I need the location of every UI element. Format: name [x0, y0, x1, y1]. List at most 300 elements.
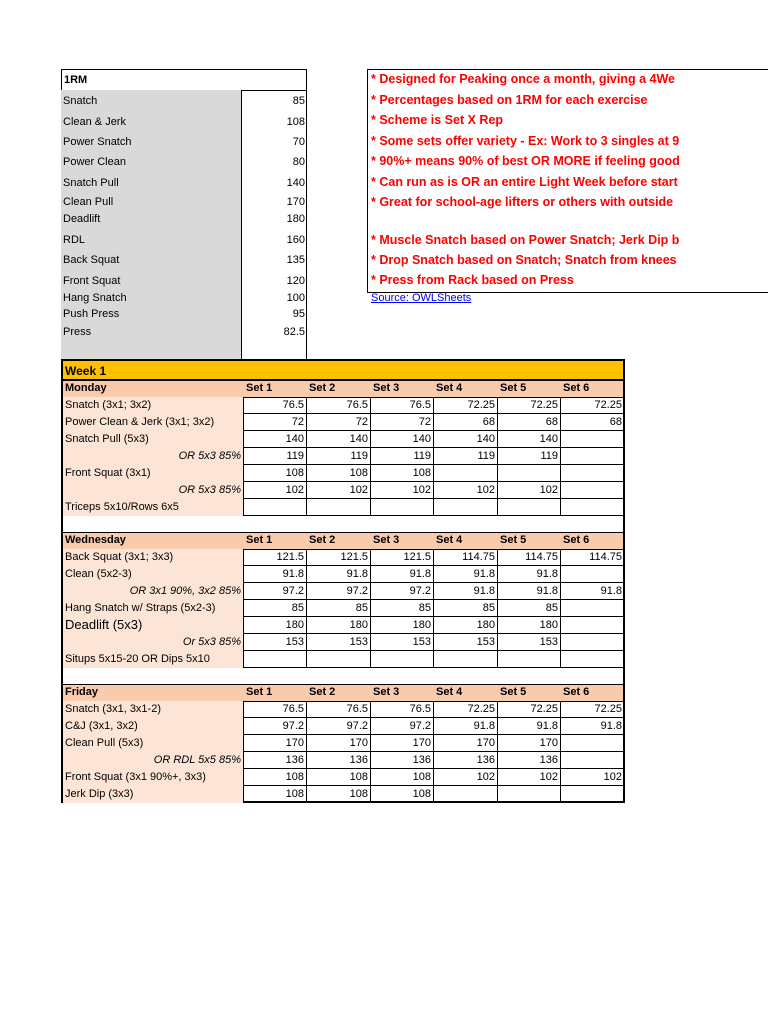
- set-cell[interactable]: [243, 583, 307, 600]
- set-value: 72.25: [467, 703, 495, 715]
- set-cell[interactable]: [307, 465, 371, 482]
- set-cell[interactable]: [243, 482, 307, 499]
- set-value: 170: [412, 737, 431, 749]
- set-cell[interactable]: [434, 465, 498, 482]
- table-row: [63, 617, 623, 634]
- set-value: 140: [349, 433, 368, 445]
- set-value: 102: [349, 484, 368, 496]
- set-cell[interactable]: [243, 414, 307, 431]
- exercise-name: OR 3x1 90%, 3x2 85%: [129, 585, 241, 597]
- set-value: 153: [539, 636, 558, 648]
- note-line: * Designed for Peaking once a month, giving a 4We: [371, 72, 675, 86]
- set-value: 76.5: [409, 399, 431, 411]
- set-value: 119: [540, 450, 558, 462]
- set-value: 91.8: [346, 568, 368, 580]
- set-cell[interactable]: [434, 583, 498, 600]
- set-cell[interactable]: [497, 482, 561, 499]
- set-value: 108: [412, 771, 431, 783]
- set-cell[interactable]: [243, 465, 307, 482]
- set-cell[interactable]: [307, 769, 371, 786]
- set-cell[interactable]: [434, 414, 498, 431]
- set-value: 85: [418, 602, 431, 614]
- set-value: 180: [539, 619, 558, 631]
- set-cell[interactable]: [497, 718, 561, 735]
- set-cell[interactable]: [497, 617, 561, 634]
- set-cell[interactable]: [561, 735, 625, 752]
- set-cell[interactable]: [370, 431, 434, 448]
- table-row: [63, 499, 623, 516]
- one-rm-label: Push Press: [63, 308, 120, 320]
- exercise-name: Snatch Pull (5x3): [65, 433, 149, 445]
- set-value: 97.2: [282, 720, 304, 732]
- set-cell[interactable]: [434, 448, 498, 465]
- table-row: [63, 769, 623, 786]
- set-cell[interactable]: [561, 566, 625, 583]
- set-value: 140: [539, 433, 558, 445]
- set-value: 108: [412, 467, 431, 479]
- set-cell[interactable]: [561, 651, 625, 668]
- set-cell[interactable]: [243, 397, 307, 414]
- table-row: [63, 600, 623, 617]
- set-value: 76.5: [282, 703, 304, 715]
- set-cell[interactable]: [243, 566, 307, 583]
- set-value: 136: [349, 754, 368, 766]
- day-name: Friday: [65, 686, 99, 698]
- note-line: * Can run as is OR an entire Light Week before start: [371, 175, 678, 189]
- one-rm-label: Snatch Pull: [63, 177, 119, 189]
- set-value: 68: [609, 416, 622, 428]
- set-value: 180: [412, 619, 431, 631]
- one-rm-row: [61, 195, 307, 211]
- set-cell[interactable]: [370, 735, 434, 752]
- set-value: 76.5: [409, 703, 431, 715]
- set-cell[interactable]: [434, 786, 498, 803]
- set-cell[interactable]: [561, 718, 625, 735]
- set-value: 91.8: [536, 585, 558, 597]
- set-value: 72: [418, 416, 431, 428]
- set-cell[interactable]: [561, 634, 625, 651]
- set-value: 140: [476, 433, 495, 445]
- set-value: 136: [476, 754, 495, 766]
- set-value: 102: [603, 771, 622, 783]
- set-cell[interactable]: [497, 566, 561, 583]
- set-cell[interactable]: [307, 735, 371, 752]
- set-cell[interactable]: [561, 448, 625, 465]
- set-value: 114.75: [462, 551, 495, 563]
- set-header: Set 5: [500, 686, 527, 698]
- one-rm-row: [61, 274, 307, 290]
- set-value: 97.2: [346, 720, 368, 732]
- exercise-name: Or 5x3 85%: [182, 636, 241, 648]
- set-value: 153: [412, 636, 431, 648]
- set-value: 72.25: [467, 399, 495, 411]
- set-value: 76.5: [282, 399, 304, 411]
- set-cell[interactable]: [243, 752, 307, 769]
- set-cell[interactable]: [307, 752, 371, 769]
- set-value: 121.5: [276, 551, 304, 563]
- set-cell[interactable]: [561, 786, 625, 803]
- set-value: 114.75: [525, 551, 558, 563]
- set-cell[interactable]: [497, 735, 561, 752]
- set-cell[interactable]: [370, 397, 434, 414]
- one-rm-value: 108: [286, 116, 305, 128]
- set-header: Set 4: [436, 686, 463, 698]
- exercise-name: Back Squat (3x1; 3x3): [65, 551, 174, 563]
- set-value: 72.25: [594, 399, 622, 411]
- set-cell[interactable]: [370, 786, 434, 803]
- set-value: 140: [285, 433, 304, 445]
- set-header: Set 4: [436, 534, 463, 546]
- set-cell[interactable]: [497, 431, 561, 448]
- set-value: 91.8: [600, 585, 622, 597]
- table-row: [63, 566, 623, 583]
- one-rm-label: Clean Pull: [63, 196, 114, 208]
- set-value: 136: [539, 754, 558, 766]
- set-cell[interactable]: [370, 701, 434, 718]
- one-rm-label: Front Squat: [63, 275, 121, 287]
- set-value: 72.25: [594, 703, 622, 715]
- set-value: 170: [349, 737, 368, 749]
- note-line: * Some sets offer variety - Ex: Work to 3 singles at 9: [371, 134, 680, 148]
- table-row: [63, 431, 623, 448]
- week-table: [61, 359, 625, 803]
- set-cell[interactable]: [370, 566, 434, 583]
- set-cell[interactable]: [497, 752, 561, 769]
- one-rm-label: Hang Snatch: [63, 292, 127, 304]
- set-cell[interactable]: [243, 448, 307, 465]
- set-value: 85: [291, 602, 304, 614]
- set-cell[interactable]: [434, 600, 498, 617]
- day-header: [63, 532, 623, 550]
- spacer-row: [63, 516, 623, 533]
- set-cell[interactable]: [497, 549, 561, 566]
- one-rm-row: [61, 212, 307, 228]
- one-rm-value: 85: [292, 95, 305, 107]
- set-value: 97.2: [409, 585, 431, 597]
- one-rm-value: 80: [292, 156, 305, 168]
- set-value: 153: [349, 636, 368, 648]
- set-cell[interactable]: [370, 651, 434, 668]
- note-line: * Muscle Snatch based on Power Snatch; Jerk Dip b: [371, 233, 680, 247]
- set-cell[interactable]: [307, 583, 371, 600]
- set-cell[interactable]: [434, 752, 498, 769]
- set-cell[interactable]: [307, 617, 371, 634]
- one-rm-value: 180: [286, 213, 305, 225]
- table-row: [63, 414, 623, 431]
- set-cell[interactable]: [561, 397, 625, 414]
- set-cell[interactable]: [307, 414, 371, 431]
- table-row: [63, 786, 623, 803]
- set-cell[interactable]: [561, 465, 625, 482]
- set-cell[interactable]: [497, 448, 561, 465]
- set-cell[interactable]: [434, 769, 498, 786]
- one-rm-label: RDL: [63, 234, 86, 246]
- set-cell[interactable]: [370, 600, 434, 617]
- set-cell[interactable]: [307, 397, 371, 414]
- set-cell[interactable]: [434, 634, 498, 651]
- one-rm-header: [61, 69, 307, 91]
- one-rm-header-label: 1RM: [64, 74, 88, 86]
- set-value: 140: [412, 433, 431, 445]
- set-cell[interactable]: [434, 499, 498, 516]
- set-cell[interactable]: [561, 499, 625, 516]
- set-cell[interactable]: [243, 549, 307, 566]
- set-cell[interactable]: [434, 718, 498, 735]
- table-row: [63, 583, 623, 600]
- set-cell[interactable]: [243, 769, 307, 786]
- set-cell[interactable]: [370, 465, 434, 482]
- set-cell[interactable]: [561, 431, 625, 448]
- set-value: 108: [349, 467, 368, 479]
- set-cell[interactable]: [370, 634, 434, 651]
- set-header: Set 2: [309, 382, 336, 394]
- table-row: [63, 482, 623, 499]
- set-header: Set 6: [563, 686, 590, 698]
- one-rm-row: [61, 253, 307, 269]
- set-header: Set 1: [246, 382, 273, 394]
- set-value: 119: [413, 450, 431, 462]
- set-value: 108: [285, 771, 304, 783]
- day-header: [63, 684, 623, 702]
- exercise-name: Snatch (3x1; 3x2): [65, 399, 152, 411]
- set-value: 108: [285, 467, 304, 479]
- set-cell[interactable]: [243, 499, 307, 516]
- set-cell[interactable]: [370, 718, 434, 735]
- one-rm-value: 100: [286, 292, 305, 304]
- one-rm-value: 70: [292, 136, 305, 148]
- one-rm-row: [61, 233, 307, 249]
- set-cell[interactable]: [243, 634, 307, 651]
- set-cell[interactable]: [243, 718, 307, 735]
- set-cell[interactable]: [307, 786, 371, 803]
- set-value: 102: [476, 771, 495, 783]
- set-value: 180: [349, 619, 368, 631]
- table-row: [63, 465, 623, 482]
- set-cell[interactable]: [434, 566, 498, 583]
- set-cell[interactable]: [497, 600, 561, 617]
- set-cell[interactable]: [497, 769, 561, 786]
- table-row: [63, 549, 623, 566]
- exercise-name: Clean Pull (5x3): [65, 737, 144, 749]
- set-cell[interactable]: [370, 448, 434, 465]
- set-value: 102: [285, 484, 304, 496]
- set-value: 91.8: [600, 720, 622, 732]
- note-line: * Great for school-age lifters or others with outside: [371, 195, 674, 209]
- set-value: 102: [539, 484, 558, 496]
- set-value: 136: [412, 754, 431, 766]
- set-cell[interactable]: [434, 431, 498, 448]
- set-cell[interactable]: [561, 583, 625, 600]
- set-cell[interactable]: [497, 651, 561, 668]
- exercise-name: Hang Snatch w/ Straps (5x2-3): [65, 602, 216, 614]
- set-cell[interactable]: [307, 566, 371, 583]
- one-rm-value: 82.5: [283, 326, 305, 338]
- set-cell[interactable]: [243, 735, 307, 752]
- notes-box: [367, 69, 768, 293]
- one-rm-row: [61, 94, 307, 110]
- set-cell[interactable]: [497, 397, 561, 414]
- set-cell[interactable]: [561, 769, 625, 786]
- set-cell[interactable]: [243, 701, 307, 718]
- set-cell[interactable]: [370, 617, 434, 634]
- set-cell[interactable]: [307, 600, 371, 617]
- one-rm-row: [61, 307, 307, 323]
- set-cell[interactable]: [561, 414, 625, 431]
- set-value: 76.5: [346, 703, 368, 715]
- week-title: Week 1: [65, 364, 107, 378]
- set-value: 136: [285, 754, 304, 766]
- table-row: [63, 735, 623, 752]
- exercise-name: OR RDL 5x5 85%: [153, 754, 241, 766]
- set-cell[interactable]: [307, 549, 371, 566]
- one-rm-label: Clean & Jerk: [63, 116, 126, 128]
- one-rm-value: 120: [286, 275, 305, 287]
- exercise-name: OR 5x3 85%: [178, 484, 241, 496]
- set-cell[interactable]: [307, 482, 371, 499]
- set-value: 170: [476, 737, 495, 749]
- one-rm-value: 160: [286, 234, 305, 246]
- set-cell[interactable]: [434, 651, 498, 668]
- table-row: [63, 718, 623, 735]
- exercise-name: Snatch (3x1, 3x1-2): [65, 703, 161, 715]
- set-header: Set 3: [373, 686, 400, 698]
- one-rm-row: [61, 325, 307, 341]
- set-value: 76.5: [346, 399, 368, 411]
- set-cell[interactable]: [497, 499, 561, 516]
- set-value: 85: [482, 602, 495, 614]
- set-cell[interactable]: [307, 499, 371, 516]
- one-rm-label: Snatch: [63, 95, 98, 107]
- set-cell[interactable]: [497, 583, 561, 600]
- set-value: 119: [350, 450, 368, 462]
- exercise-name: Front Squat (3x1): [65, 467, 151, 479]
- set-cell[interactable]: [307, 634, 371, 651]
- set-cell[interactable]: [434, 482, 498, 499]
- set-cell[interactable]: [561, 482, 625, 499]
- set-value: 91.8: [473, 585, 495, 597]
- set-cell[interactable]: [561, 617, 625, 634]
- set-cell[interactable]: [561, 600, 625, 617]
- set-value: 102: [539, 771, 558, 783]
- set-value: 91.8: [536, 720, 558, 732]
- set-cell[interactable]: [434, 397, 498, 414]
- set-value: 72.25: [530, 399, 558, 411]
- one-rm-row: [61, 291, 307, 307]
- set-cell[interactable]: [434, 735, 498, 752]
- one-rm-label: Back Squat: [63, 254, 120, 266]
- set-cell[interactable]: [434, 701, 498, 718]
- set-cell[interactable]: [243, 600, 307, 617]
- set-header: Set 6: [563, 382, 590, 394]
- set-cell[interactable]: [370, 769, 434, 786]
- set-cell[interactable]: [497, 701, 561, 718]
- set-value: 97.2: [346, 585, 368, 597]
- set-cell[interactable]: [561, 549, 625, 566]
- set-value: 170: [285, 737, 304, 749]
- note-line: * Press from Rack based on Press: [371, 273, 574, 287]
- set-cell[interactable]: [561, 752, 625, 769]
- exercise-name: Situps 5x15-20 OR Dips 5x10: [65, 653, 210, 665]
- set-cell[interactable]: [370, 752, 434, 769]
- table-row: [63, 634, 623, 651]
- set-header: Set 5: [500, 382, 527, 394]
- set-header: Set 3: [373, 382, 400, 394]
- set-value: 108: [349, 788, 368, 800]
- set-cell[interactable]: [307, 448, 371, 465]
- set-value: 102: [412, 484, 431, 496]
- set-value: 119: [286, 450, 304, 462]
- set-cell[interactable]: [243, 651, 307, 668]
- set-cell[interactable]: [434, 617, 498, 634]
- exercise-name: Triceps 5x10/Rows 6x5: [65, 501, 179, 513]
- set-cell[interactable]: [497, 414, 561, 431]
- set-header: Set 2: [309, 534, 336, 546]
- exercise-name: C&J (3x1, 3x2): [65, 720, 138, 732]
- set-header: Set 5: [500, 534, 527, 546]
- set-cell[interactable]: [370, 549, 434, 566]
- exercise-name: Jerk Dip (3x3): [65, 788, 134, 800]
- set-cell[interactable]: [243, 786, 307, 803]
- table-row: [63, 651, 623, 668]
- exercise-name: Power Clean & Jerk (3x1; 3x2): [65, 416, 215, 428]
- set-value: 108: [349, 771, 368, 783]
- set-value: 102: [476, 484, 495, 496]
- set-cell[interactable]: [370, 583, 434, 600]
- set-cell[interactable]: [497, 786, 561, 803]
- set-cell[interactable]: [497, 634, 561, 651]
- set-cell[interactable]: [561, 701, 625, 718]
- set-cell[interactable]: [307, 651, 371, 668]
- day-name: Wednesday: [65, 534, 126, 546]
- set-cell[interactable]: [370, 482, 434, 499]
- set-cell[interactable]: [434, 549, 498, 566]
- set-value: 72.25: [530, 703, 558, 715]
- set-value: 72: [291, 416, 304, 428]
- set-value: 119: [477, 450, 495, 462]
- set-cell[interactable]: [307, 701, 371, 718]
- table-row: [63, 701, 623, 718]
- set-value: 108: [412, 788, 431, 800]
- set-cell[interactable]: [307, 718, 371, 735]
- day-header: [63, 380, 623, 398]
- set-cell[interactable]: [243, 617, 307, 634]
- set-value: 97.2: [282, 585, 304, 597]
- set-value: 68: [545, 416, 558, 428]
- set-value: 68: [482, 416, 495, 428]
- set-header: Set 1: [246, 534, 273, 546]
- set-value: 91.8: [409, 568, 431, 580]
- set-value: 153: [285, 636, 304, 648]
- set-cell[interactable]: [497, 465, 561, 482]
- one-rm-row: [61, 176, 307, 192]
- table-row: [63, 448, 623, 465]
- set-value: 170: [539, 737, 558, 749]
- set-value: 85: [545, 602, 558, 614]
- set-cell[interactable]: [307, 431, 371, 448]
- set-cell[interactable]: [243, 431, 307, 448]
- set-value: 91.8: [536, 568, 558, 580]
- one-rm-value: 140: [286, 177, 305, 189]
- one-rm-value: 135: [286, 254, 305, 266]
- source-link[interactable]: Source: OWLSheets: [371, 292, 472, 304]
- day-name: Monday: [65, 382, 107, 394]
- set-cell[interactable]: [370, 414, 434, 431]
- set-cell[interactable]: [370, 499, 434, 516]
- set-value: 114.75: [589, 551, 622, 563]
- set-value: 121.5: [340, 551, 368, 563]
- set-value: 180: [476, 619, 495, 631]
- exercise-name: Deadlift (5x3): [65, 617, 143, 632]
